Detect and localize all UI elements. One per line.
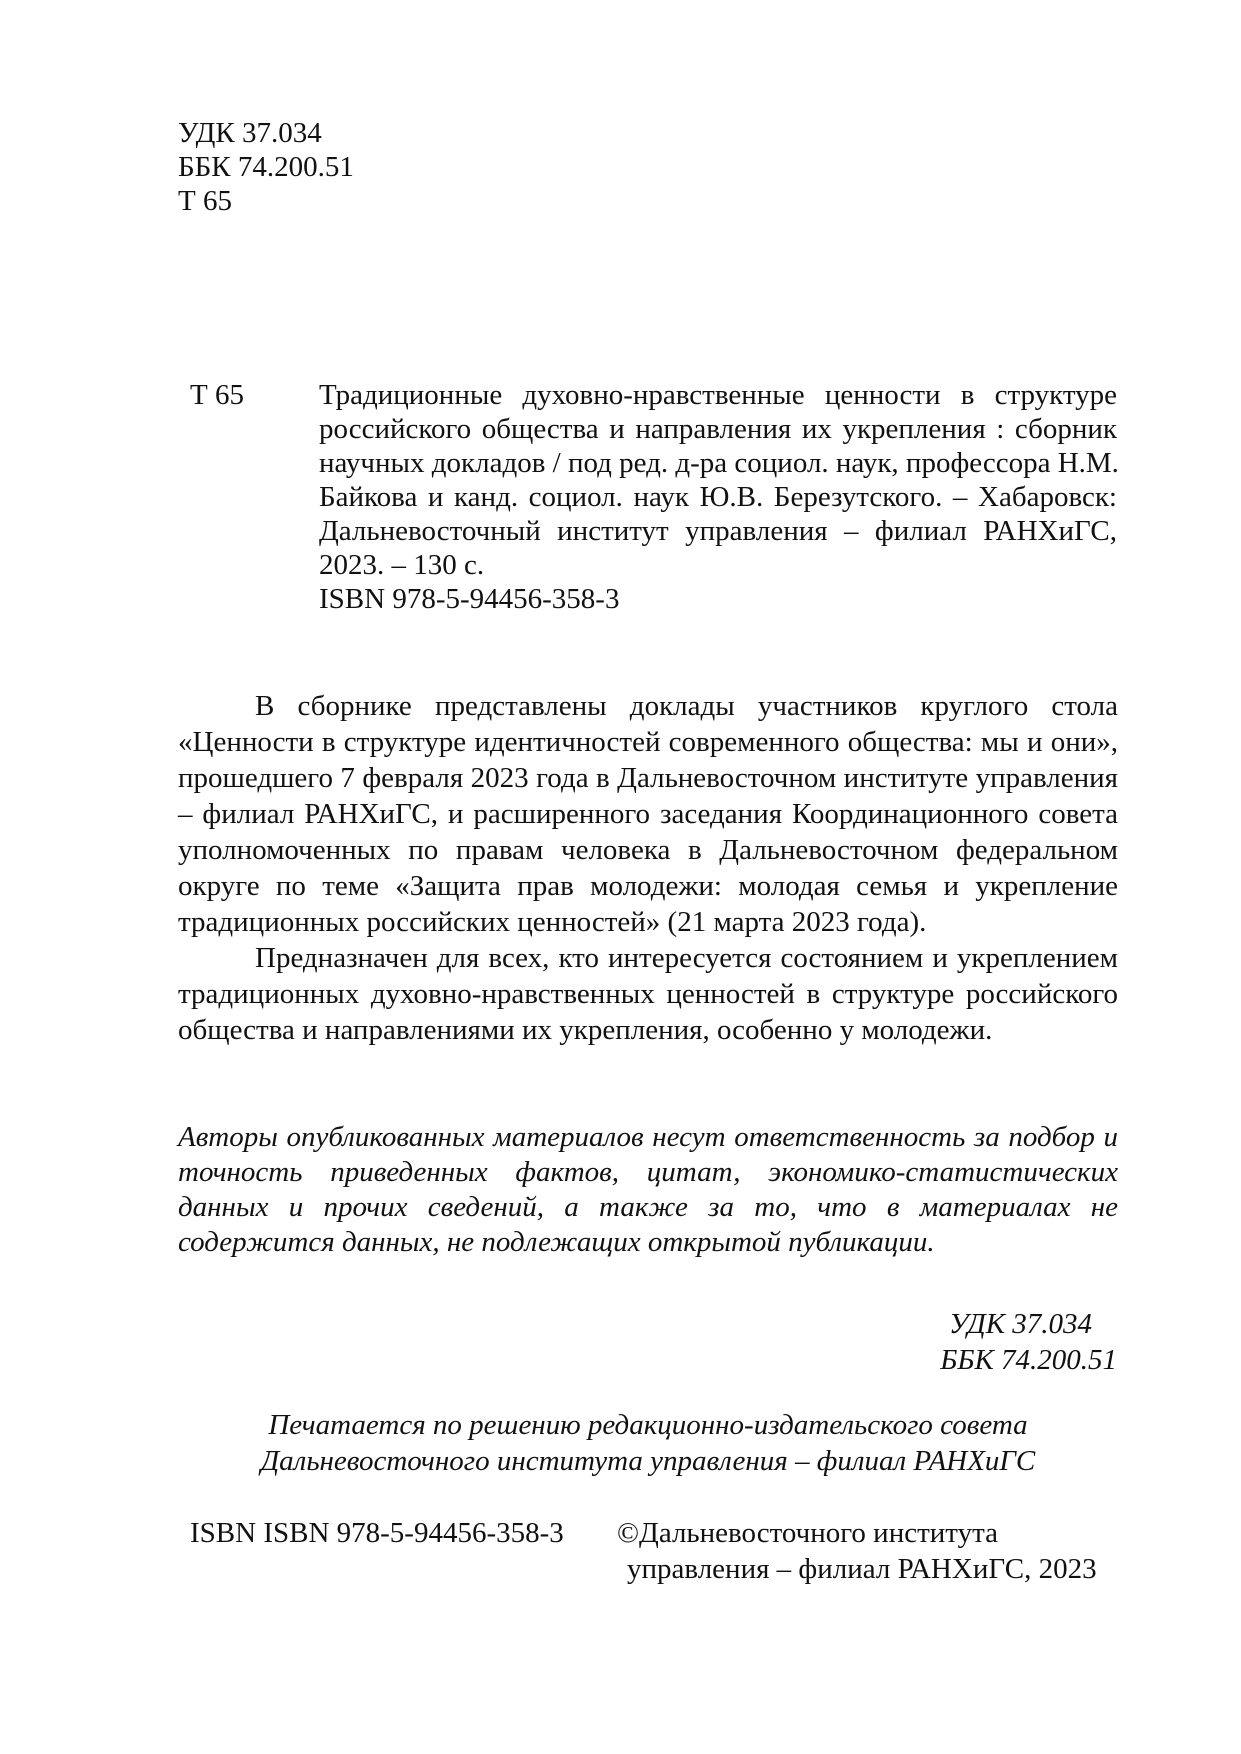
disclaimer-line: Авторы опубликованных материалов несут ответственность за подбор и — [178, 1121, 1118, 1153]
classification-codes-right — [700, 1306, 1117, 1378]
approval-line: Дальневосточного института управления – филиал РАНХиГС — [260, 1445, 1036, 1477]
annotation-line: традиционных российских ценностей» (21 марта 2023 года). — [178, 906, 927, 938]
disclaimer-line: точность приведенных фактов, цитат, экономико-статистических — [178, 1156, 1118, 1188]
annotation-line: «Ценности в структуре идентичностей современного общества: мы и они», — [178, 726, 1118, 758]
disclaimer-line: содержится данных, не подлежащих открытой публикации. — [178, 1226, 935, 1258]
annotation-line: Предназначен для всех, кто интересуется состоянием и укреплением — [255, 942, 1118, 974]
annotation-line: округе по теме «Защита прав молодежи: молодая семья и укрепление — [178, 870, 1118, 902]
annotation-line: В сборнике представлены доклады участников круглого стола — [255, 690, 1118, 722]
catalog-line: Дальневосточный институт управления – филиал РАНХиГС, — [319, 515, 1117, 547]
approval-line: Печатается по решению редакционно-издательского совета — [268, 1409, 1028, 1441]
annotation-line: общества и направлениями их укрепления, особенно у молодежи. — [178, 1014, 993, 1046]
annotation-line: уполномоченных по правам человека в Дальневосточном федеральном — [178, 834, 1118, 866]
catalog-line: 2023. – 130 с. — [319, 549, 485, 581]
catalog-author-mark: Т 65 — [190, 379, 244, 411]
catalog-line: Традиционные духовно-нравственные ценности в структуре — [319, 379, 1117, 411]
annotation — [178, 688, 1118, 1048]
footer-isbn: ISBN ISBN 978-5-94456-358-3 — [190, 1517, 564, 1549]
udk-code: УДК 37.034 — [178, 117, 322, 149]
copyright-line: управления – филиал РАНХиГС, 2023 — [627, 1553, 1097, 1585]
publishing-approval — [178, 1407, 1118, 1479]
catalog-isbn: ISBN 978-5-94456-358-3 — [319, 583, 620, 615]
author-responsibility-disclaimer — [178, 1120, 1118, 1260]
udk-code: УДК 37.034 — [948, 1308, 1092, 1340]
copyright-notice — [617, 1515, 1097, 1587]
author-mark: Т 65 — [178, 185, 232, 217]
bbk-code: ББК 74.200.51 — [940, 1344, 1117, 1376]
bbk-code: ББК 74.200.51 — [178, 151, 354, 183]
catalog-line: Байкова и канд. социол. наук Ю.В. Березутского. – Хабаровск: — [319, 481, 1117, 513]
annotation-line: – филиал РАНХиГС, и расширенного заседания Координационного совета — [178, 798, 1118, 830]
top-classification-codes — [178, 116, 354, 218]
annotation-line: традиционных духовно-нравственных ценностей в структуре российского — [178, 978, 1118, 1010]
annotation-line: прошедшего 7 февраля 2023 года в Дальневосточном институте управления — [178, 762, 1118, 794]
copyright-line: ©Дальневосточного института — [617, 1517, 998, 1549]
disclaimer-line: данных и прочих сведений, а также за то, что в материалах не — [178, 1191, 1118, 1223]
catalog-line: научных докладов / под ред. д-ра социол. наук, профессора Н.М. — [319, 447, 1119, 479]
catalog-line: российского общества и направления их укрепления : сборник — [319, 413, 1117, 445]
catalog-entry — [319, 378, 1117, 616]
